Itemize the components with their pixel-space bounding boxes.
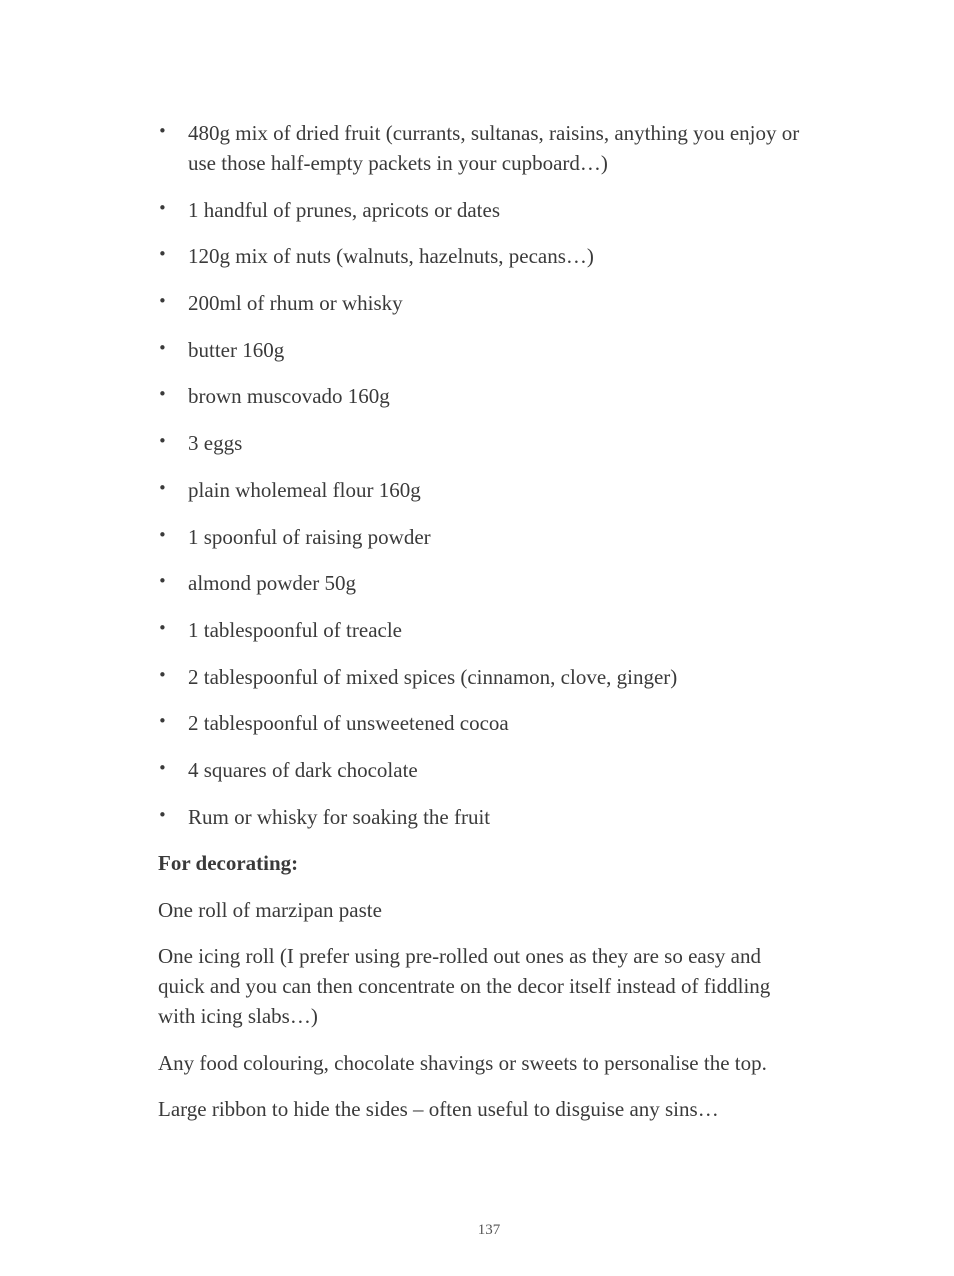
ingredient-text: 1 spoonful of raising powder (188, 524, 431, 549)
page-content (158, 118, 800, 1141)
page-number: 137 (477, 1222, 501, 1238)
list-item (158, 755, 800, 785)
bullet-icon: • (158, 618, 167, 637)
bullet-icon: • (158, 198, 167, 217)
ingredient-text: 200ml of rhum or whisky (188, 291, 403, 316)
bullet-icon: • (158, 245, 167, 264)
list-item (158, 428, 800, 458)
ingredient-text: 480g mix of dried fruit (currants, sultanas, raisins, anything you enjoy or use those half-empty packets in your cupboard…) (188, 121, 800, 175)
ingredient-text: 2 tablespoonful of unsweetened cocoa (188, 711, 509, 736)
bullet-icon: • (158, 758, 167, 777)
list-item (158, 288, 800, 318)
ingredient-text: 1 tablespoonful of treacle (188, 617, 402, 642)
ingredient-text: butter 160g (188, 337, 285, 362)
list-item (158, 118, 800, 178)
bullet-icon: • (158, 122, 167, 140)
ingredient-text: 3 eggs (188, 431, 243, 456)
ingredient-text: 120g mix of nuts (walnuts, hazelnuts, pecans…) (188, 244, 594, 269)
ingredient-text: 1 handful of prunes, apricots or dates (188, 197, 500, 222)
list-item (158, 475, 800, 505)
list-item (158, 335, 800, 365)
bullet-icon: • (158, 665, 167, 684)
bullet-icon: • (158, 385, 167, 404)
bullet-icon: • (158, 712, 167, 731)
list-item (158, 662, 800, 692)
list-item (158, 568, 800, 598)
ingredient-list (158, 118, 800, 832)
ingredient-text: Rum or whisky for soaking the fruit (188, 804, 491, 829)
list-item (158, 195, 800, 225)
ingredient-text: 4 squares of dark chocolate (188, 757, 418, 782)
decorating-paragraph: One roll of marzipan paste (158, 897, 382, 922)
list-item (158, 241, 800, 271)
list-item (158, 615, 800, 645)
bullet-icon: • (158, 525, 167, 544)
list-item (158, 708, 800, 738)
bullet-icon: • (158, 432, 167, 451)
list-item (158, 802, 800, 832)
decorating-paragraph: Large ribbon to hide the sides – often useful to disguise any sins… (158, 1097, 719, 1122)
list-item (158, 381, 800, 411)
bullet-icon: • (158, 292, 167, 311)
ingredient-text: almond powder 50g (188, 571, 356, 596)
ingredient-text: plain wholemeal flour 160g (188, 477, 421, 502)
bullet-icon: • (158, 572, 167, 591)
bullet-icon: • (158, 805, 167, 824)
ingredient-text: brown muscovado 160g (188, 384, 390, 409)
ingredient-text: 2 tablespoonful of mixed spices (cinnamon, clove, ginger) (188, 664, 678, 689)
bullet-icon: • (158, 338, 167, 357)
list-item (158, 522, 800, 552)
decorating-heading: For decorating: (158, 851, 299, 876)
decorating-paragraph: One icing roll (I prefer using pre-rolled out ones as they are so easy and quick and you can then concentrate on the decor itself instead of fiddling with icing slabs…) (158, 944, 771, 1029)
bullet-icon: • (158, 478, 167, 497)
decorating-paragraph: Any food colouring, chocolate shavings or sweets to personalise the top. (158, 1050, 767, 1075)
